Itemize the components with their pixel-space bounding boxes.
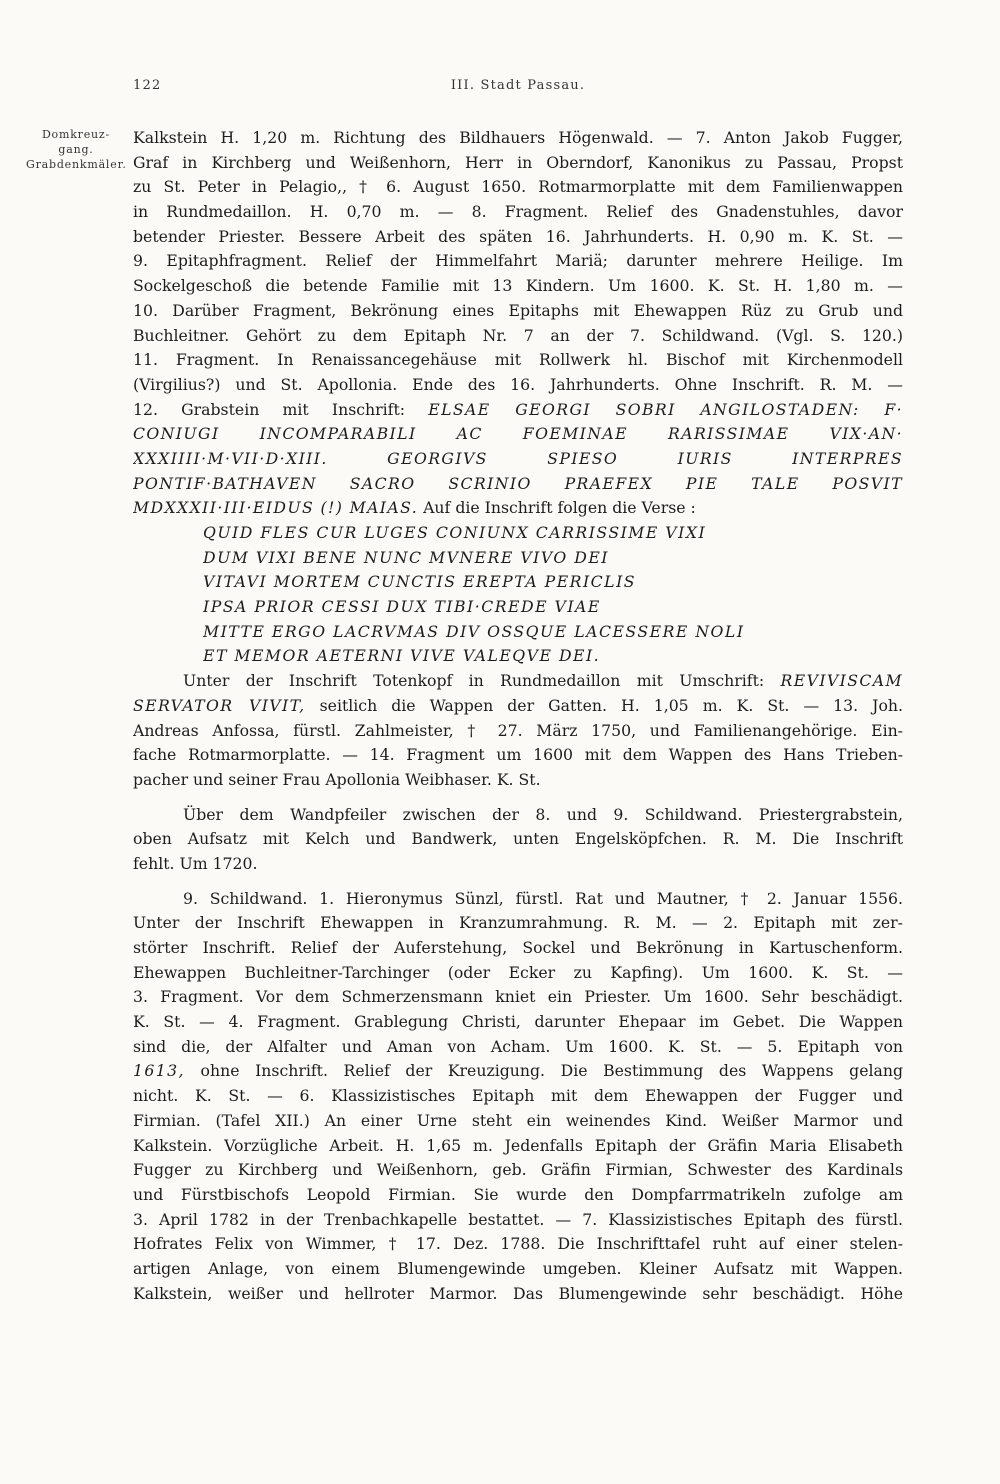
text-line: Firmian. (Tafel XII.) An einer Urne steht ein weinendes Kind. Weißer Marmor und	[133, 1110, 903, 1130]
paragraph	[133, 803, 903, 877]
text-line: SERVATOR VIVIT, seitlich die Wappen der Gatten. H. 1,05 m. K. St. — 13. Joh.	[133, 695, 903, 715]
text-line: störter Inschrift. Relief der Auferstehung, Sockel und Bekrönung in Kartuschenform.	[133, 938, 903, 957]
text-line: 1613, ohne Inschrift. Relief der Kreuzigung. Die Bestimmung des Wappens gelang	[133, 1061, 903, 1081]
text-line: fehlt. Um 1720.	[133, 853, 258, 873]
text-line: sind die, der Alfalter und Aman von Acham. Um 1600. K. St. — 5. Epitaph von	[133, 1036, 903, 1056]
body-text	[133, 126, 903, 1306]
inscription-text: REVIVISCAM	[780, 671, 903, 691]
text-line: zu St. Peter in Pelagio,, † 6. August 1650. Rotmarmorplatte mit dem Familienwappen	[133, 177, 903, 197]
inscription-text: SERVATOR VIVIT,	[133, 695, 306, 715]
text-line: Kalkstein, weißer und hellroter Marmor. Das Blumengewinde sehr beschädigt. Höhe	[133, 1283, 903, 1303]
page-header	[133, 78, 903, 102]
text-line: K. St. — 4. Fragment. Grablegung Christi, darunter Ehepaar im Gebet. Die Wappen	[133, 1012, 903, 1032]
text-line: Ehewappen Buchleitner-Tarchinger (oder Ecker zu Kapfing). Um 1600. K. St. —	[133, 962, 903, 982]
text-line: 3. April 1782 in der Trenbachkapelle bestattet. — 7. Klassizistisches Epitaph des fürstl.	[133, 1209, 903, 1229]
text-line	[133, 472, 903, 497]
running-title: III. Stadt Passau.	[450, 78, 586, 93]
text-line: Über dem Wandpfeiler zwischen der 8. und 9. Schildwand. Priestergrabstein,	[183, 804, 903, 824]
inscription-text: 1613,	[133, 1061, 185, 1081]
text-line: 9. Epitaphfragment. Relief der Himmelfahrt Mariä; darunter mehrere Heilige. Im	[133, 251, 903, 271]
text-line: nicht. K. St. — 6. Klassizistisches Epitaph mit dem Ehewappen der Fugger und	[133, 1086, 903, 1106]
page-number: 122	[133, 78, 162, 93]
verse-block	[133, 521, 903, 669]
text-line: MDXXXII·III·EIDUS (!) MAIAS. Auf die Inschrift folgen die Verse :	[133, 498, 696, 518]
text-line: 11. Fragment. In Renaissancegehäuse mit Rollwerk hl. Bischof mit Kirchenmodell	[133, 350, 903, 370]
text-line: Buchleitner. Gehört zu dem Epitaph Nr. 7 an der 7. Schildwand. (Vgl. S. 120.)	[133, 325, 903, 345]
text-line	[133, 447, 903, 472]
margin-note-line: Grabdenkmäler.	[26, 158, 127, 171]
text-line: und Fürstbischofs Leopold Firmian. Sie wurde den Dompfarrmatrikeln zufolge am	[133, 1184, 903, 1204]
text-line: Unter der Inschrift Ehewappen in Kranzumrahmung. R. M. — 2. Epitaph mit zer-	[133, 913, 903, 933]
inscription-text: XXXIIII·M·VII·D·XIII. GEORGIVS SPIESO IURIS INTERPRES	[133, 448, 903, 468]
text-line: 3. Fragment. Vor dem Schmerzensmann kniet ein Priester. Um 1600. Sehr beschädigt.	[133, 987, 903, 1007]
inscription-text: ELSAE GEORGI SOBRI ANGILOSTADEN: F·	[428, 399, 903, 419]
verse-line: IPSA PRIOR CESSI DUX TIBI·CREDE VIAE	[203, 597, 601, 617]
verse-line: ET MEMOR AETERNI VIVE VALEQVE DEI.	[203, 646, 601, 666]
verse-line: DUM VIXI BENE NUNC MVNERE VIVO DEI	[203, 547, 610, 567]
text-line: Fugger zu Kirchberg und Weißenhorn, geb. Gräfin Firmian, Schwester des Kardinals	[133, 1160, 903, 1180]
text-line: Kalkstein. Vorzügliche Arbeit. H. 1,65 m. Jedenfalls Epitaph der Gräfin Maria Elisabeth	[133, 1135, 903, 1155]
text-line: Andreas Anfossa, fürstl. Zahlmeister, † 27. März 1750, und Familienangehörige. Ein-	[133, 720, 903, 740]
text-line: Hofrates Felix von Wimmer, † 17. Dez. 1788. Die Inschrifttafel ruht auf einer stelen-	[133, 1234, 903, 1254]
text-line: 9. Schildwand. 1. Hieronymus Sünzl, fürstl. Rat und Mautner, † 2. Januar 1556.	[183, 888, 903, 908]
text-line: Graf in Kirchberg und Weißenhorn, Herr in Oberndorf, Kanonikus zu Passau, Propst	[133, 152, 903, 172]
paragraph	[133, 669, 903, 792]
text-line: pacher und seiner Frau Apollonia Weibhaser. K. St.	[133, 769, 541, 789]
inscription-text: CONIUGI INCOMPARABILI AC FOEMINAE RARISSIMAE VIX·AN·	[133, 424, 903, 444]
text-line: 10. Darüber Fragment, Bekrönung eines Epitaphs mit Ehewappen Rüz zu Grub und	[133, 300, 903, 320]
margin-note-line: Domkreuz-	[41, 128, 111, 141]
text-line: betender Priester. Bessere Arbeit des späten 16. Jahrhunderts. H. 0,90 m. K. St. —	[133, 226, 903, 246]
text-line: Unter der Inschrift Totenkopf in Rundmedaillon mit Umschrift: REVIVISCAM	[183, 671, 903, 691]
text-line: Sockelgeschoß die betende Familie mit 13 Kindern. Um 1600. K. St. H. 1,80 m. —	[133, 276, 903, 296]
verse-line: VITAVI MORTEM CUNCTIS EREPTA PERICLIS	[203, 572, 637, 592]
text-line: artigen Anlage, von einem Blumengewinde umgeben. Kleiner Aufsatz mit Wappen.	[133, 1258, 903, 1278]
verse-line: MITTE ERGO LACRVMAS DIV OSSQUE LACESSERE NOLI	[203, 621, 745, 641]
text-line: Kalkstein H. 1,20 m. Richtung des Bildhauers Högenwald. — 7. Anton Jakob Fugger,	[133, 128, 903, 147]
text-line: 12. Grabstein mit Inschrift: ELSAE GEORGI SOBRI ANGILOSTADEN: F·	[133, 399, 903, 419]
text-line	[133, 422, 903, 447]
text-line: oben Aufsatz mit Kelch und Bandwerk, unten Engelsköpfchen. R. M. Die Inschrift	[133, 829, 903, 849]
inscription-text: MDXXXII·III·EIDUS (!) MAIAS.	[133, 498, 419, 518]
inscription-text: PONTIF·BATHAVEN SACRO SCRINIO PRAEFEX PIE TALE POSVIT	[133, 473, 903, 493]
text-line: fache Rotmarmorplatte. — 14. Fragment um 1600 mit dem Wappen des Hans Trieben-	[133, 745, 903, 765]
text-line: (Virgilius?) und St. Apollonia. Ende des 16. Jahrhunderts. Ohne Inschrift. R. M. —	[133, 374, 903, 394]
paragraph	[133, 126, 903, 521]
paragraph	[133, 887, 903, 1307]
text-line: in Rundmedaillon. H. 0,70 m. — 8. Fragment. Relief des Gnadenstuhles, davor	[133, 202, 903, 222]
margin-note-line: gang.	[58, 143, 94, 156]
verse-line: QUID FLES CUR LUGES CONIUNX CARRISSIME VIXI	[203, 523, 707, 542]
margin-note	[26, 127, 126, 172]
